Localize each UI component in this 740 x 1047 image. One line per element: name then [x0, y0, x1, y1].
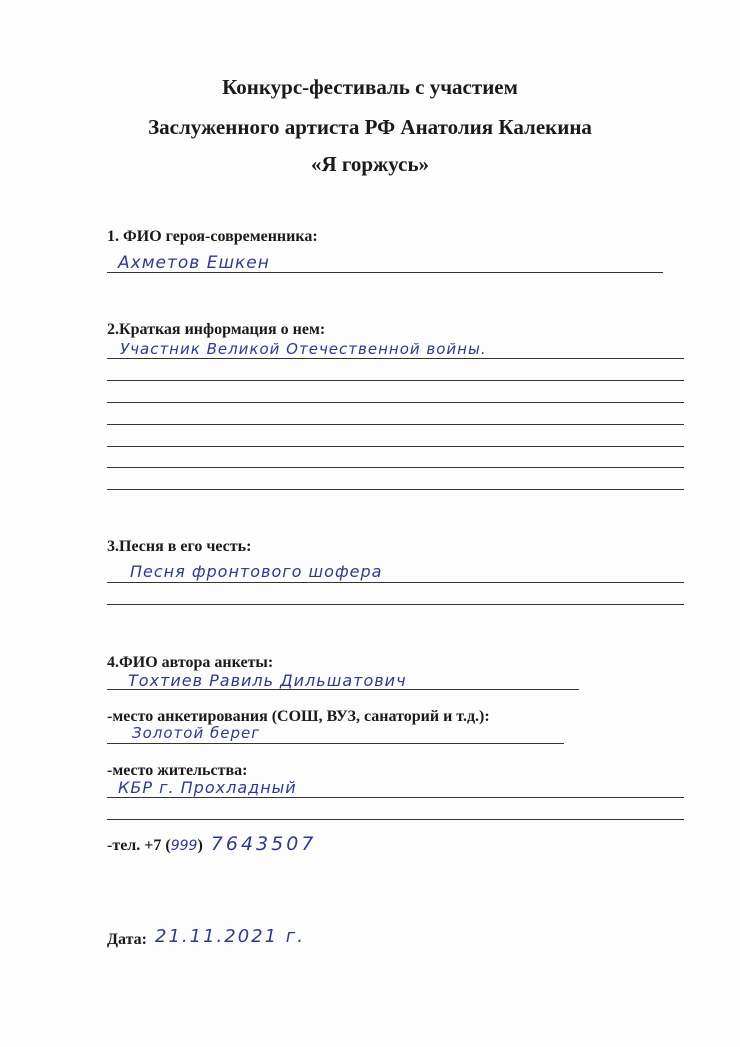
- header-line-3: «Я горжусь»: [310, 152, 430, 176]
- info-line-4: [107, 424, 684, 425]
- info-line-1: [107, 358, 684, 359]
- survey-place-value[interactable]: Золотой берег: [132, 724, 261, 742]
- hero-name-line: [107, 272, 663, 273]
- author-label: 4.ФИО автора анкеты:: [107, 654, 274, 671]
- hero-name-label: 1. ФИО героя-современника:: [107, 228, 318, 245]
- info-line-7: [107, 489, 684, 490]
- phone-label-suffix: ): [197, 837, 203, 854]
- author-value[interactable]: Тохтиев Равиль Дильшатович: [128, 671, 407, 690]
- header-line-2: Заслуженного артиста РФ Анатолия Калекина: [148, 115, 592, 139]
- song-line-1: [107, 582, 684, 583]
- phone-number-value[interactable]: 7643507: [210, 833, 317, 855]
- date-value[interactable]: 21.11.2021 г.: [155, 926, 305, 947]
- info-label: 2.Краткая информация о нем:: [107, 321, 326, 338]
- phone-row: [107, 835, 316, 854]
- info-line-3: [107, 402, 684, 403]
- info-value[interactable]: Участник Великой Отечественной войны.: [120, 340, 487, 358]
- info-line-6: [107, 467, 684, 468]
- author-line: [107, 689, 579, 690]
- hero-name-value[interactable]: Ахметов Ешкен: [118, 253, 270, 273]
- survey-place-label: -место анкетирования (СОШ, ВУЗ, санаторий и т.д.):: [107, 708, 490, 725]
- date-label: Дата:: [107, 931, 147, 948]
- survey-place-line: [107, 743, 564, 744]
- info-line-5: [107, 446, 684, 447]
- phone-label-prefix: -тел. +7 (: [107, 837, 171, 854]
- song-value[interactable]: Песня фронтового шофера: [130, 562, 383, 581]
- song-line-2: [107, 604, 684, 605]
- residence-line-2: [107, 819, 684, 820]
- header-line-1: Конкурс-фестиваль с участием: [222, 75, 518, 99]
- phone-code-value[interactable]: 999: [170, 838, 198, 854]
- residence-value[interactable]: КБР г. Прохладный: [118, 778, 297, 797]
- residence-line-1: [107, 797, 684, 798]
- residence-label: -место жительства:: [107, 762, 248, 779]
- song-label: 3.Песня в его честь:: [107, 538, 252, 555]
- info-line-2: [107, 380, 684, 381]
